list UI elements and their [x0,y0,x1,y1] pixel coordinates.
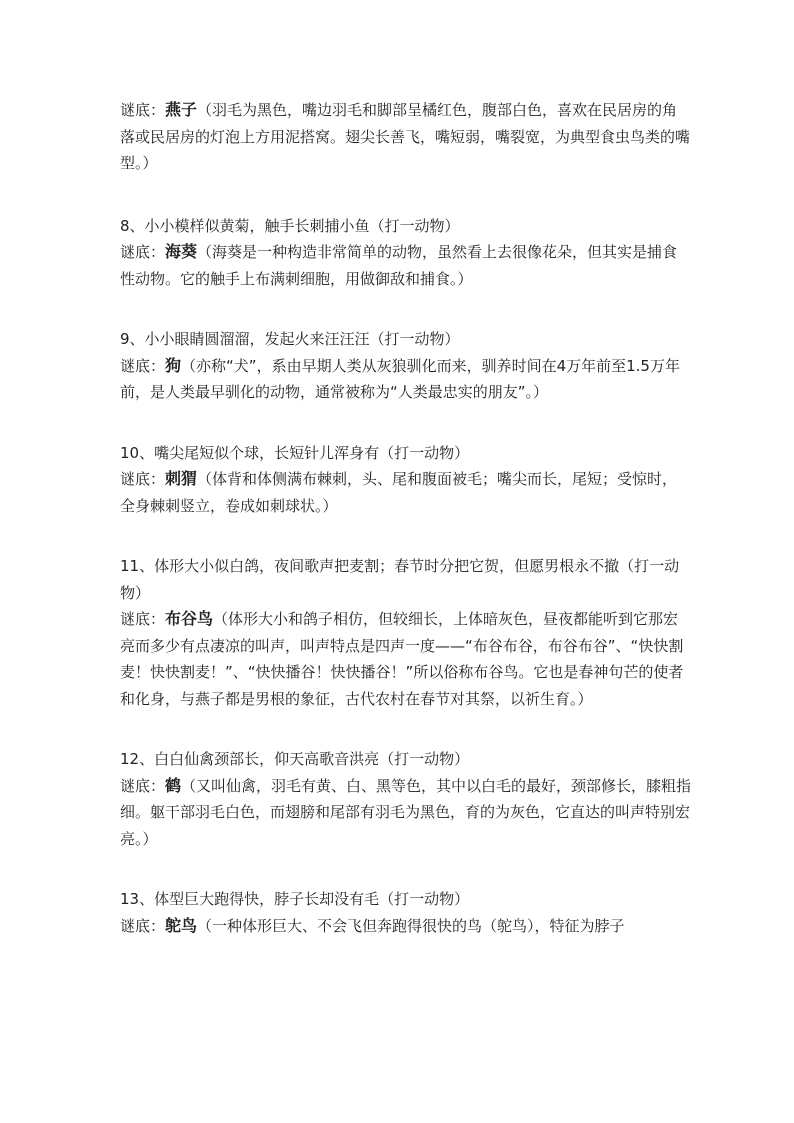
answer-description: （体形大小和鸽子相仿，但较细长，上体暗灰色，昼夜都能听到它那宏亮而多少有点凄凉的叫声，叫声特点是四声一度——“布谷布谷，布谷布谷”、“快快割麦！快快割麦！”、“快快播谷！快快播谷！”所以俗称布谷鸟。它也是春神句芒的使者和化身，与燕子都是男根的象征，古代农村在春节对其祭，以祈生育。） [120,610,684,708]
answer-swallow [120,97,692,177]
answer-dog [120,353,692,406]
riddle-question-12: 12、白白仙禽颈部长，仰天高歌音洪亮（打一动物） [120,750,470,768]
riddle-question-13: 13、体型巨大跑得快，脖子长却没有毛（打一动物） [120,890,470,908]
answer-name: 海葵 [165,242,198,261]
answer-prefix: 谜底： [120,356,166,375]
answer-name: 狗 [165,355,182,375]
answer-name: 燕子 [165,100,198,119]
answer-description: （亦称“犬”，系由早期人类从灰狼驯化而来，驯养时间在4万年前至1.5万年前，是人类最早驯化的动物，通常被称为“人类最忠实的朋友”。） [120,356,680,401]
answer-crane [120,773,692,853]
answer-name: 布谷鸟 [165,609,214,628]
answer-name: 鸵鸟 [165,915,198,935]
answer-prefix: 谜底： [120,916,166,935]
answer-hedgehog [120,466,692,519]
answer-name: 刺猬 [165,469,198,488]
answer-description: （海葵是一种构造非常简单的动物，虽然看上去很像花朵，但其实是捕食性动物。它的触手上布满刺细胞，用做御敌和捕食。） [120,243,678,288]
answer-description: （又叫仙禽，羽毛有黄、白、黑等色，其中以白毛的最好，颈部修长，膝粗指细。躯干部羽毛白色，而翅膀和尾部有羽毛为黑色，育的为灰色，它直达的叫声特别宏亮。） [120,776,692,848]
answer-prefix: 谜底： [120,610,166,628]
answer-description: （羽毛为黑色，嘴边羽毛和脚部呈橘红色，腹部白色，喜欢在民居房的角落或民居房的灯泡上方用泥搭窝。翅尖长善飞，嘴短弱，嘴裂宽，为典型食虫鸟类的嘴型。） [120,101,691,172]
riddle-question-8: 8、小小模样似黄菊，触手长刺捕小鱼（打一动物） [120,216,460,235]
answer-description: （体背和体侧满布棘刺，头、尾和腹面被毛；嘴尖而长，尾短；受惊时，全身棘刺竖立，卷成如刺球状。） [120,470,678,515]
answer-cuckoo [120,606,692,712]
answer-prefix: 谜底： [120,101,166,119]
answer-prefix: 谜底： [120,470,166,488]
answer-description: （一种体形巨大、不会飞但奔跑得很快的鸟（鸵鸟），特征为脖子 [197,916,625,935]
answer-name: 鹤 [165,775,182,795]
riddle-question-11: 11、体形大小似白鸽，夜间歌声把麦割；春节时分把它贺，但愿男根永不撤（打一动物） [120,557,680,602]
riddle-question-10: 10、嘴尖尾短似个球，长短针儿浑身有（打一动物） [120,443,470,462]
document-page [120,97,692,939]
riddle-question-9: 9、小小眼睛圆溜溜，发起火来汪汪汪（打一动物） [120,330,460,348]
answer-prefix: 谜底： [120,243,166,261]
answer-sea-anemone [120,239,692,292]
answer-ostrich [120,913,692,940]
answer-prefix: 谜底： [120,776,166,795]
